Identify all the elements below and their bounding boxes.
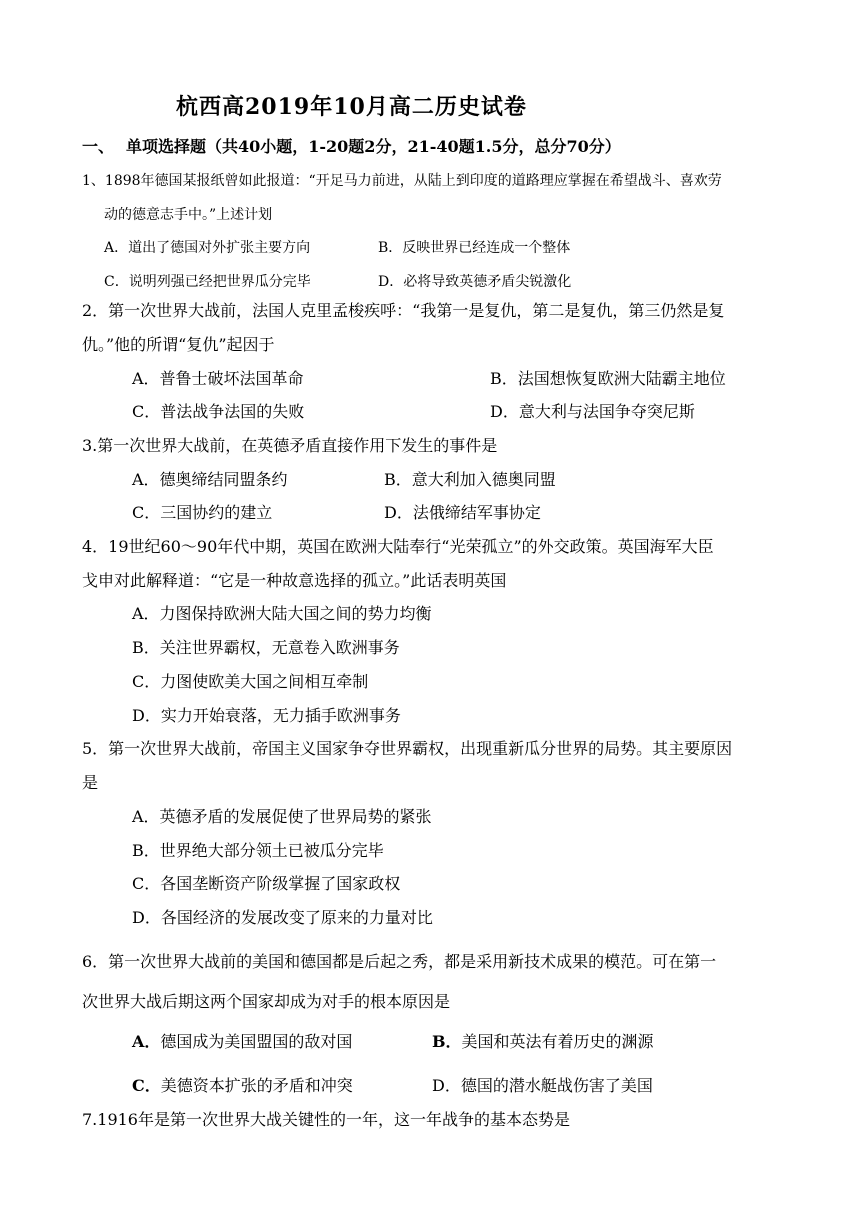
question-3-option-d: D．法俄缔结军事协定 [384, 503, 541, 522]
question-2-stem-line-2: 仇。”他的所谓“复仇”起因于 [82, 335, 275, 354]
question-3-stem: 3.第一次世界大战前，在英德矛盾直接作用下发生的事件是 [82, 436, 498, 455]
question-3-option-c: C．三国协约的建立 [132, 503, 273, 522]
question-4-stem-line-2: 戈申对此解释道：“它是一种故意选择的孤立。”此话表明英国 [82, 571, 507, 590]
section-number: 一、 [82, 137, 115, 156]
question-2-option-b: B．法国想恢复欧洲大陆霸主地位 [490, 369, 726, 388]
question-2-stem-line-1: 2．第一次世界大战前，法国人克里孟梭疾呼：“我第一是复仇，第二是复仇，第三仍然是复 [82, 301, 725, 320]
question-4-option-b: B．关注世界霸权，无意卷入欧洲事务 [132, 638, 400, 657]
question-5-stem-line-1: 5．第一次世界大战前，帝国主义国家争夺世界霸权，出现重新瓜分世界的局势。其主要原因 [82, 739, 733, 758]
question-2-option-a: A．普鲁士破坏法国革命 [132, 369, 304, 388]
question-1-stem-line-1: 1、1898年德国某报纸曾如此报道：“开足马力前进，从陆上到印度的道路理应掌握在希望战斗、喜欢劳 [82, 173, 722, 189]
question-3-option-b: B．意大利加入德奥同盟 [384, 470, 556, 489]
question-1-stem-line-2: 动的德意志手中。”上述计划 [104, 207, 273, 223]
question-6-stem-line-1: 6．第一次世界大战前的美国和德国都是后起之秀，都是采用新技术成果的模范。可在第一 [82, 952, 717, 971]
question-6-option-c-text: 美德资本扩张的矛盾和冲突 [160, 1076, 353, 1095]
question-5-option-b: B．世界绝大部分领土已被瓜分完毕 [132, 841, 384, 860]
question-3-option-a: A．德奥缔结同盟条约 [132, 470, 288, 489]
question-7-stem: 7.1916年是第一次世界大战关键性的一年，这一年战争的基本态势是 [82, 1110, 570, 1129]
question-5-option-c: C．各国垄断资产阶级掌握了国家政权 [132, 874, 401, 893]
question-6-stem-line-2: 次世界大战后期这两个国家却成为对手的根本原因是 [82, 992, 451, 1011]
question-4-stem-line-1: 4．19世纪60～90年代中期，英国在欧洲大陆奉行“光荣孤立”的外交政策。英国海军大臣 [82, 537, 714, 556]
page-title: 杭西高2019年10月高二历史试卷 [176, 94, 527, 120]
section-heading: 单项选择题（共40小题，1-20题2分，21-40题1.5分，总分70分） [126, 137, 621, 156]
question-6-option-b [432, 1029, 654, 1052]
question-1-option-b: B．反映世界已经连成一个整体 [378, 240, 571, 256]
question-6-option-b-letter: B． [432, 1032, 462, 1051]
question-6-option-b-text: 美国和英法有着历史的渊源 [461, 1032, 654, 1051]
question-5-option-d: D．各国经济的发展改变了原来的力量对比 [132, 908, 433, 927]
question-5-option-a: A．英德矛盾的发展促使了世界局势的紧张 [132, 807, 432, 826]
question-2-option-c: C．普法战争法国的失败 [132, 402, 305, 421]
question-2-option-d: D．意大利与法国争夺突尼斯 [490, 402, 695, 421]
question-1-option-a: A．道出了德国对外扩张主要方向 [104, 240, 311, 256]
question-6-option-a-text: 德国成为美国盟国的敌对国 [160, 1032, 353, 1051]
question-1-option-c: C．说明列强已经把世界瓜分完毕 [104, 274, 311, 290]
question-4-option-a: A．力图保持欧洲大陆大国之间的势力均衡 [132, 604, 432, 623]
question-6-option-d: D．德国的潜水艇战伤害了美国 [432, 1076, 653, 1095]
question-6-option-a-letter: A． [132, 1032, 161, 1051]
question-4-option-d: D．实力开始衰落，无力插手欧洲事务 [132, 706, 401, 725]
question-6-option-a [132, 1029, 352, 1052]
question-4-option-c: C．力图使欧美大国之间相互牵制 [132, 672, 369, 691]
question-1-option-d: D．必将导致英德矛盾尖锐激化 [378, 274, 572, 290]
question-5-stem-line-2: 是 [82, 773, 99, 792]
question-6-option-c-letter: C． [132, 1076, 161, 1095]
question-6-option-c [132, 1073, 353, 1096]
